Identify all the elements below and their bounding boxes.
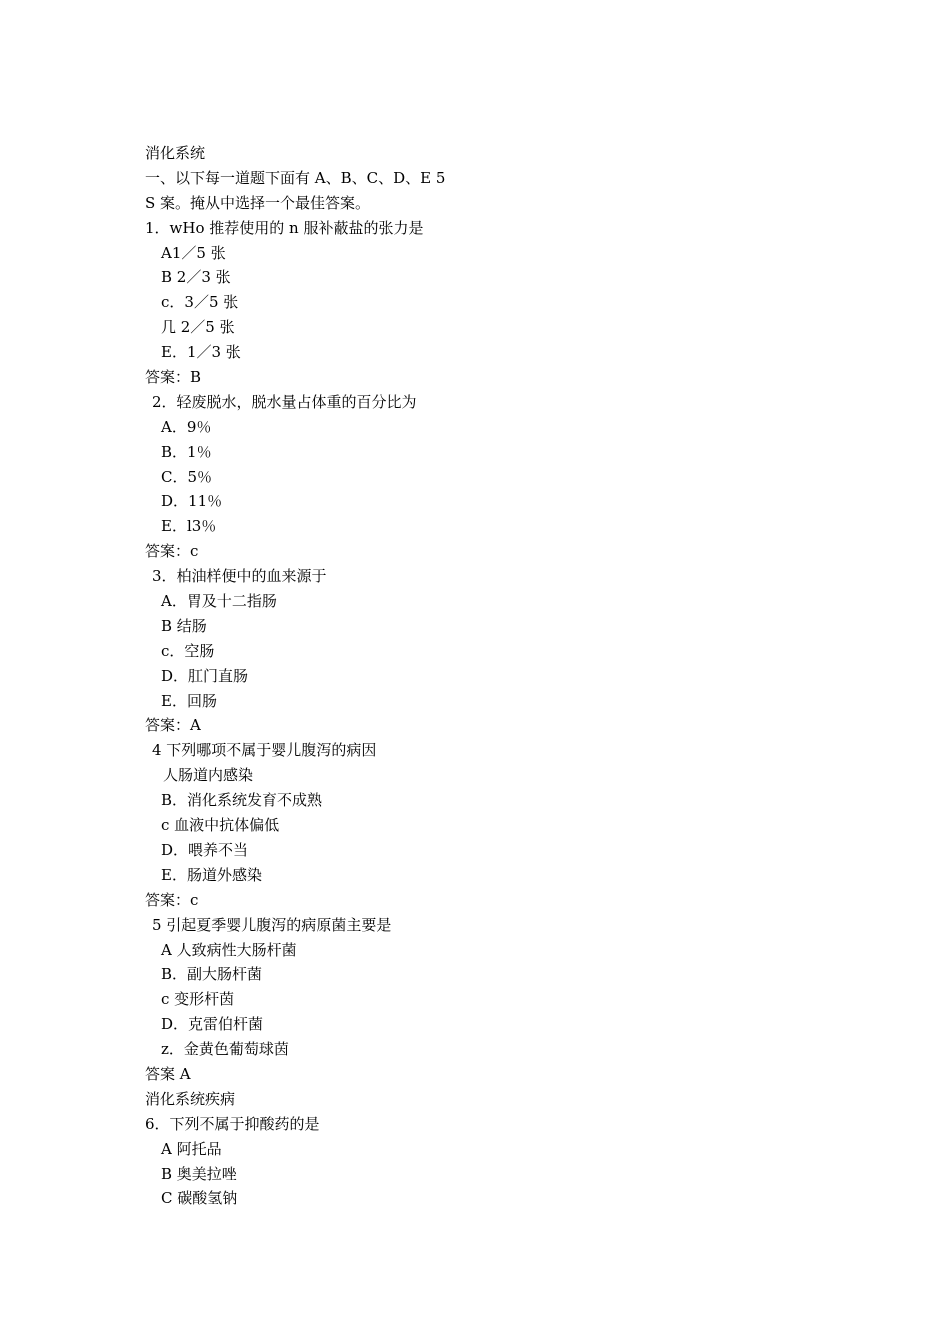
question-5: 5 引起夏季婴儿腹泻的病原菌主要是	[152, 915, 392, 934]
q4-answer: 答案：c	[145, 890, 199, 909]
q1-option-d: 几 2／5 张	[161, 318, 235, 337]
q4-option-a: 人肠道内感染	[163, 766, 254, 785]
q1-option-c: c．3／5 张	[161, 293, 239, 312]
q3-option-e: E．回肠	[161, 691, 217, 710]
instruction-line-1: 一、以下每一道题下面有 A、B、C、D、E 5	[145, 168, 446, 187]
q5-answer: 答案 A	[145, 1064, 191, 1083]
q1-option-a: A1／5 张	[161, 243, 226, 262]
q1-answer: 答案：B	[145, 368, 202, 387]
q1-option-e: E．1／3 张	[161, 343, 241, 362]
q2-option-c: C．5％	[161, 467, 213, 486]
q4-option-b: B．消化系统发育不成熟	[161, 791, 323, 810]
q4-option-e: E．肠道外感染	[161, 865, 262, 884]
q3-option-a: A．胃及十二指肠	[161, 592, 277, 611]
q2-option-d: D．11％	[161, 492, 223, 511]
q1-option-b: B 2／3 张	[161, 268, 231, 287]
q6-option-c: C 碳酸氢钠	[161, 1189, 238, 1208]
q2-option-b: B．1％	[161, 442, 212, 461]
document-body	[145, 141, 565, 1211]
question-4: 4 下列哪项不属于婴儿腹泻的病因	[152, 741, 377, 760]
section-title: 消化系统	[145, 144, 206, 162]
q6-option-b: B 奥美拉唑	[161, 1164, 237, 1183]
question-6: 6．下列不属于抑酸药的是	[145, 1114, 320, 1133]
q3-option-c: c．空肠	[161, 641, 215, 660]
q4-option-c: c 血液中抗体偏低	[161, 816, 280, 835]
q4-option-d: D．喂养不当	[161, 840, 249, 859]
q5-option-c: c 变形杆茵	[161, 990, 235, 1009]
q3-answer: 答案：A	[145, 716, 201, 735]
q5-option-b: B．副大肠杆菌	[161, 965, 263, 984]
instruction-line-2: S 案。掩从中选择一个最佳答案。	[145, 193, 371, 212]
q3-option-d: D．肛门直肠	[161, 666, 249, 685]
q5-option-a: A 人致病性大肠杆菌	[161, 940, 297, 959]
question-2: 2．轻废脱水，脱水量占体重的百分比为	[152, 392, 417, 411]
q2-answer: 答案：c	[145, 542, 199, 561]
subsection-title: 消化系统疾病	[145, 1089, 236, 1108]
q3-option-b: B 结肠	[161, 616, 207, 635]
question-3: 3．柏油样便中的血来源于	[152, 567, 327, 586]
q2-option-e: E．l3％	[161, 517, 217, 536]
q6-option-a: A 阿托品	[161, 1139, 222, 1158]
q2-option-a: A．9％	[161, 417, 212, 436]
question-1: 1．wHo 推荐使用的 n 服补蔽盐的张力是	[145, 218, 424, 237]
q5-option-e: z．金黄色葡萄球茵	[161, 1040, 289, 1059]
q5-option-d: D．克雷伯杆菌	[161, 1015, 264, 1034]
